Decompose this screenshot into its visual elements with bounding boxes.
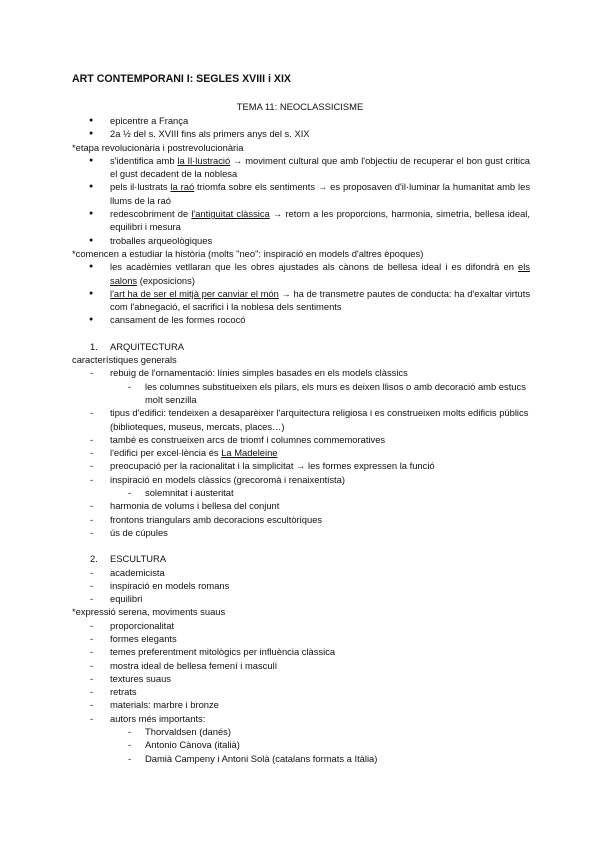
list-item: - inspiració en models clàssics (grecoromà i renaixentista) [72,473,530,486]
list-item: ● s'identifica amb la Il·lustració → moviment cultural que amb l'objectiu de recuperar el bon gust critica el gust decadent de la noblesa [72,154,530,181]
list-item: ● redescobriment de l'antiguitat clàssica → retorn a les proporcions, harmonia, simetria, bellesa ideal, equilibri i mesura [72,207,530,234]
list-item: - materials: marbre i bronze [72,698,530,711]
underlined-term: La Madeleine [221,447,278,459]
list-item: ● l'art ha de ser el mitjà per canviar el món → ha de transmetre pautes de conducta: ha d'exaltar virtuts com l'abnegació, el sacrifici i la noblesa dels sentiments [72,287,530,314]
underlined-term: la Il·lustració [177,154,231,166]
list-item: - preocupació per la racionalitat i la simplicitat → les formes expressen la funció [72,459,530,472]
list-item: ● troballes arqueològiques [72,234,530,247]
list-item: - solemnitat i austeritat [72,486,530,499]
list-item: - harmonia de volums i bellesa del conjunt [72,499,530,512]
list-item: - l'edifici per excel·lència és La Madeleine [72,446,530,459]
list-item: - textures suaus [72,672,530,685]
underlined-term: l'antiguitat clàssica [191,208,270,220]
note-historia: *comencen a estudiar la història (molts "neo": inspiració en models d'altres èpoques) [72,247,424,259]
list-item: - inspiració en models romans [72,579,530,592]
list-item: - retrats [72,685,530,698]
list-item: - formes elegants [72,632,530,645]
list-item: - rebuig de l'ornamentació: línies simples basades en els models clàssics [72,366,530,379]
list-item: - també es construeixen arcs de triomf i columnes commemoratives [72,433,530,446]
list-item: ● 2a ½ del s. XVIII fins als primers anys del s. XIX [72,127,530,140]
note-etapa: *etapa revolucionària i postrevolucionària [72,141,244,153]
list-item: - mostra ideal de bellesa femení i masculí [72,659,530,672]
topic-heading: TEMA 11: NEOCLASSICISME [236,101,364,112]
underlined-term: la raó [170,181,195,193]
list-item: - les columnes substitueixen els pilars, els murs es deixen llisos o amb decoració amb estucs molt senzilla [72,380,530,407]
document-title: ART CONTEMPORANI I: SEGLES XVIII i XIX [72,73,291,85]
list-item: ● cansament de les formes rococó [72,313,530,326]
list-item: ● pels il·lustrats la raó triomfa sobre els sentiments → es proposaven d'il·luminar la humanitat amb les llums de la raó [72,180,530,207]
list-item: - proporcionalitat [72,619,530,632]
list-item: ● epicentre a França [72,114,530,127]
list-item: - Thorvaldsen (danés) [72,725,530,738]
section-heading-arquitectura: 1. ARQUITECTURA [90,340,184,352]
underlined-term: l'art ha de ser el mitjà per canviar el món [110,287,279,299]
list-item: - temes preferentment mitològics per influència clàssica [72,645,530,658]
note-expressio: *expressió serena, moviments suaus [72,606,226,618]
list-item: - Antonio Cànova (italià) [72,738,530,751]
list-item: - ús de cúpules [72,526,530,539]
list-item: - academicista [72,566,530,579]
subheading: característiques generals [72,354,177,366]
list-item: - Damià Campeny i Antoni Solà (catalans formats a Itàlia) [72,752,530,765]
list-item: - tipus d'edifici: tendeixen a desaparèixer l'arquitectura religiosa i es construeixen molts edificis públics (biblioteques, museus, mercats, places…) [72,406,530,433]
document-body [72,114,530,765]
underlined-term: els salons [110,261,530,286]
list-item: ● les acadèmies vetllaran que les obres ajustades als cànons de bellesa ideal i es difondrà en els salons (exposicions) [72,260,530,287]
list-item: - frontons triangulars amb decoracions escultòriques [72,513,530,526]
list-item: - equilibri [72,592,530,605]
list-item: - autors més importants: [72,712,530,725]
section-heading-escultura: 2. ESCULTURA [90,553,167,565]
